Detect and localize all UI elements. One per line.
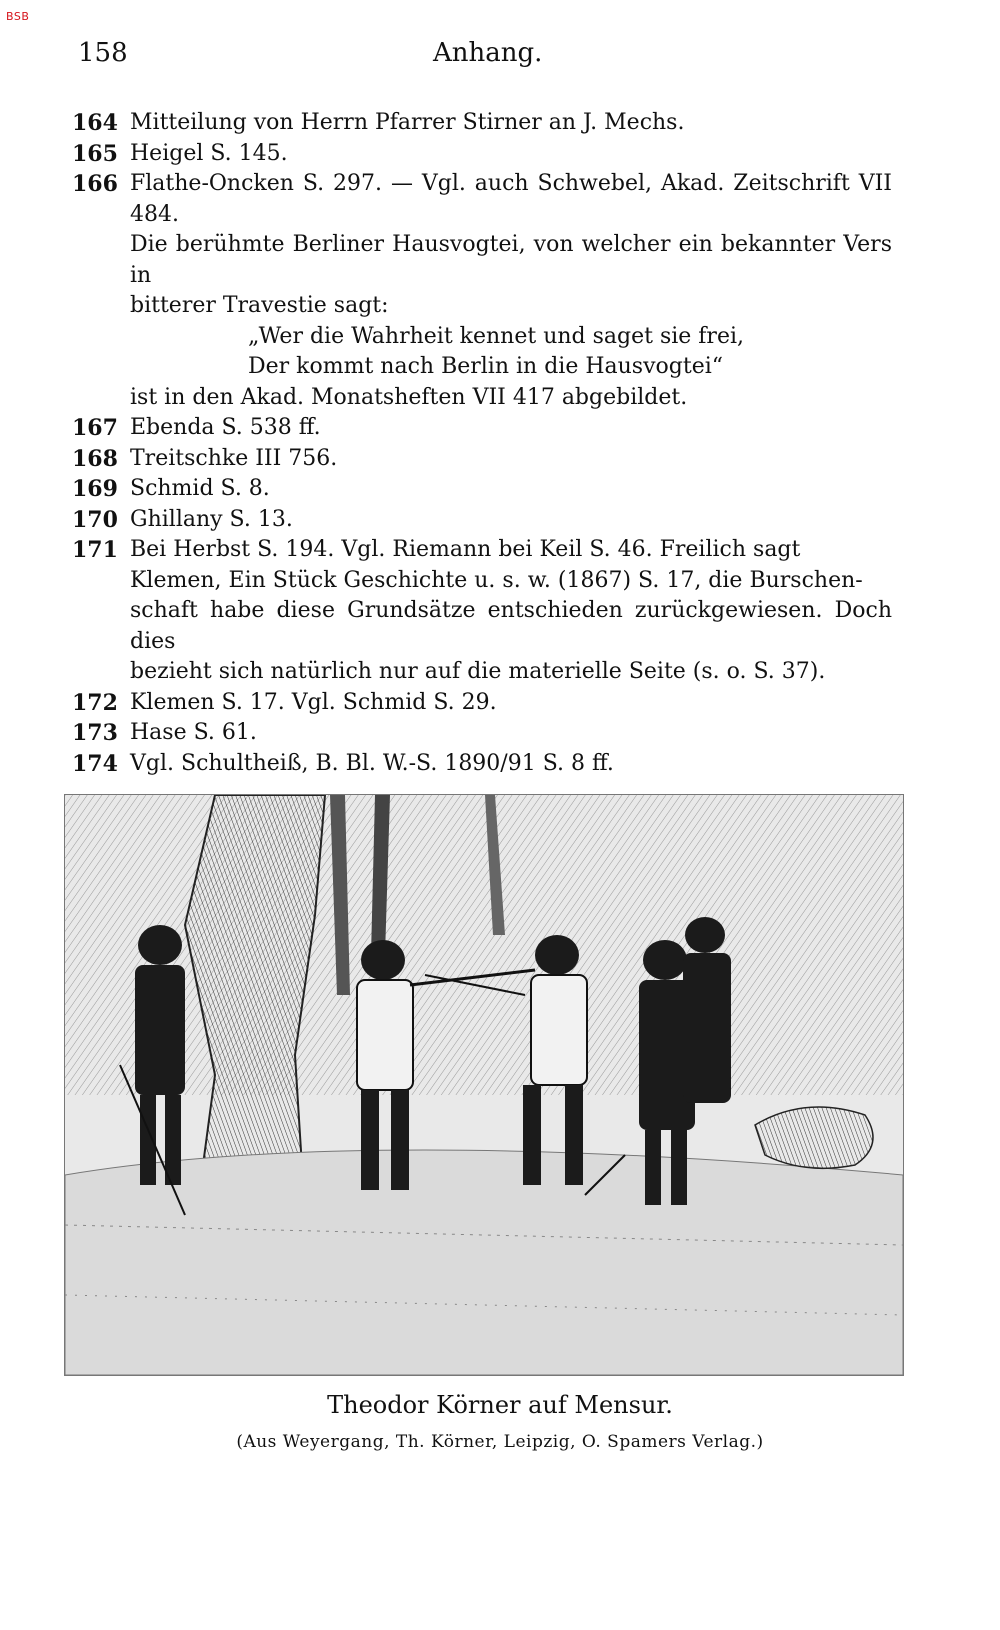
note-line: Treitschke III 756. — [130, 445, 338, 471]
note-166 — [72, 169, 892, 413]
verse-line: Der kommt nach Berlin in die Hausvogtei“ — [248, 354, 723, 379]
note-number: 171 — [72, 537, 118, 563]
note-line: ist in den Akad. Monatsheften VII 417 abgebildet. — [130, 384, 688, 410]
note-168 — [72, 444, 892, 475]
note-line: Schmid S. 8. — [130, 476, 270, 501]
engraving-placeholder — [65, 795, 903, 1375]
note-172 — [72, 688, 892, 719]
note-number: 174 — [72, 750, 118, 777]
note-line: Heigel S. 145. — [130, 140, 288, 166]
note-line: Vgl. Schultheiß, B. Bl. W.-S. 1890/91 S. 8 ff. — [130, 750, 614, 776]
note-line: Klemen, Ein Stück Geschichte u. s. w. (1867) S. 17, die Burschen- — [130, 567, 863, 593]
note-173 — [72, 718, 892, 749]
illustration-duel — [64, 794, 904, 1376]
running-head — [78, 38, 878, 74]
note-number: 165 — [72, 140, 118, 167]
note-number: 173 — [72, 720, 118, 746]
note-line: Mitteilung von Herrn Pfarrer Stirner an J. Mechs. — [130, 110, 685, 135]
note-line: Flathe-Oncken S. 297. — Vgl. auch Schwebel, Akad. Zeitschrift VII 484. — [130, 171, 892, 227]
note-number: 172 — [72, 689, 118, 716]
note-number: 166 — [72, 171, 118, 197]
footnotes-list — [72, 108, 892, 779]
page-number: 158 — [78, 38, 128, 68]
note-line: schaft habe diese Grundsätze entschieden zurückgewiesen. Doch dies — [130, 598, 892, 654]
note-number: 169 — [72, 476, 118, 502]
running-head-title: Anhang. — [433, 38, 543, 68]
note-line: Bei Herbst S. 194. Vgl. Riemann bei Keil S. 46. Freilich sagt — [130, 537, 801, 562]
note-171 — [72, 535, 892, 688]
note-169 — [72, 474, 892, 505]
note-164 — [72, 108, 892, 139]
figure-caption: Theodor Körner auf Mensur. — [327, 1391, 673, 1419]
figure-credit: (Aus Weyergang, Th. Körner, Leipzig, O. Spamers Verlag.) — [236, 1432, 764, 1452]
library-watermark: BSB — [6, 10, 30, 23]
note-line: Ebenda S. 538 ff. — [130, 415, 321, 440]
note-174 — [72, 749, 892, 780]
note-167 — [72, 413, 892, 444]
note-line: Die berühmte Berliner Hausvogtei, von welcher ein bekannter Vers in — [130, 232, 892, 288]
verse-line: „Wer die Wahrheit kennet und saget sie frei, — [248, 323, 744, 349]
note-number: 168 — [72, 445, 118, 472]
note-line: bitterer Travestie sagt: — [130, 293, 389, 318]
note-line: bezieht sich natürlich nur auf die materielle Seite (s. o. S. 37). — [130, 659, 826, 684]
note-line: Klemen S. 17. Vgl. Schmid S. 29. — [130, 689, 497, 715]
note-165 — [72, 139, 892, 170]
note-170 — [72, 505, 892, 536]
note-line: Ghillany S. 13. — [130, 506, 293, 532]
note-line: Hase S. 61. — [130, 720, 257, 745]
note-number: 164 — [72, 110, 118, 136]
note-number: 167 — [72, 415, 118, 441]
note-number: 170 — [72, 506, 118, 533]
